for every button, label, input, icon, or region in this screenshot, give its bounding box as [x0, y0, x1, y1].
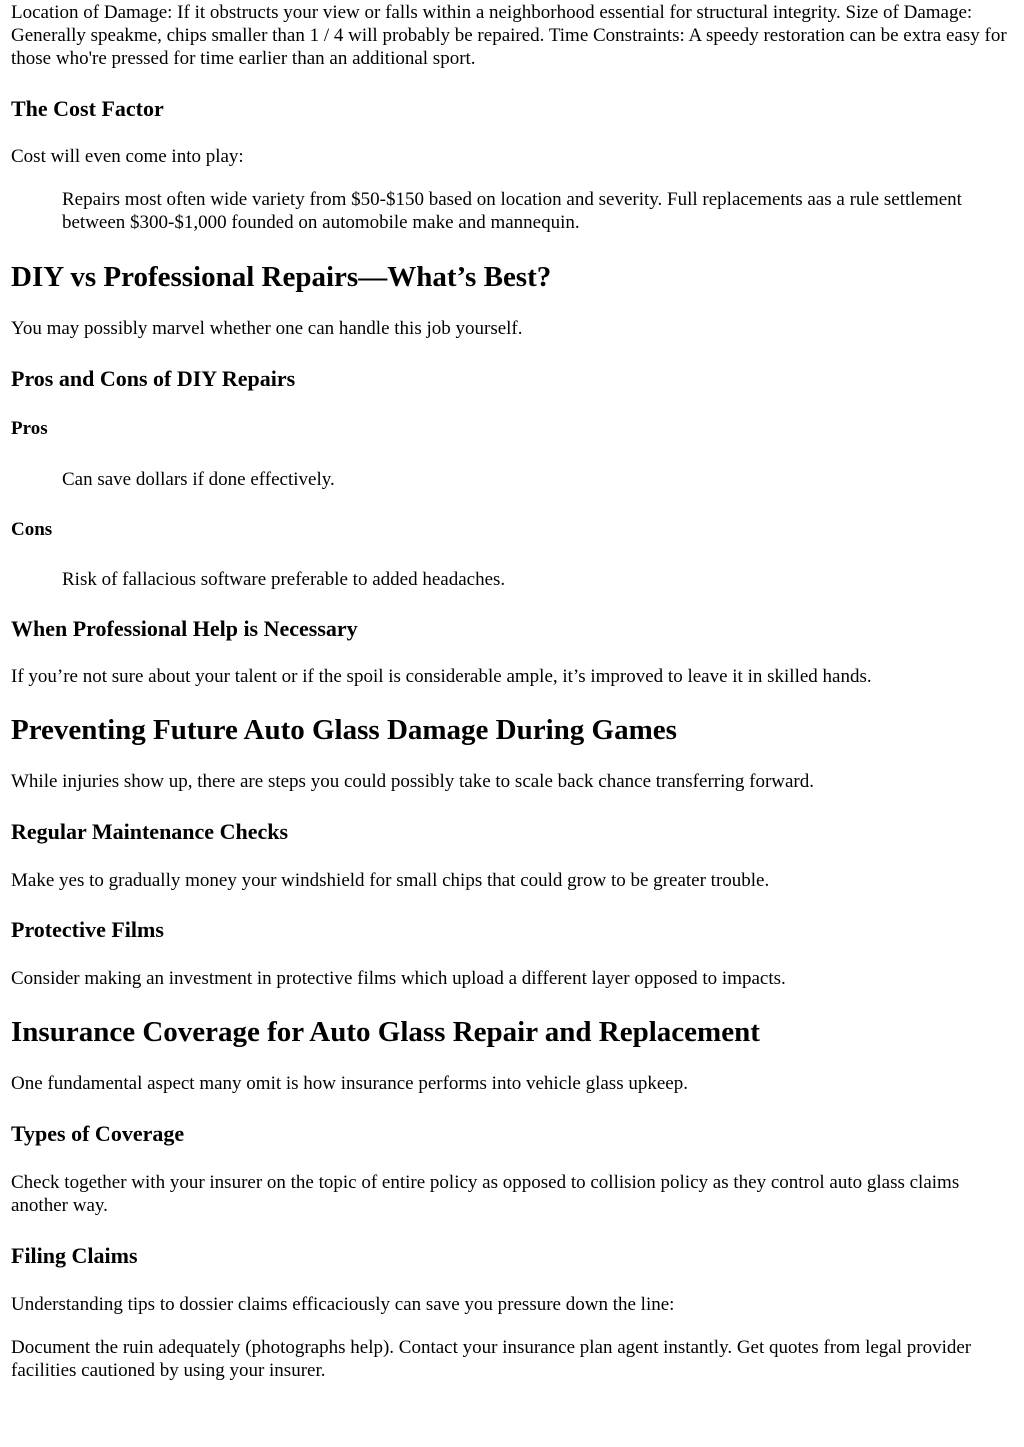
pro-help-heading: When Professional Help is Necessary	[11, 616, 358, 641]
cons-quote	[62, 568, 1013, 591]
pros-cons-heading: Pros and Cons of DIY Repairs	[11, 366, 296, 391]
protective-films-heading: Protective Films	[11, 917, 164, 942]
prevent-lead: While injuries show up, there are steps you could possibly take to scale back chance transferring forward.	[11, 771, 815, 792]
cost-factor-quote	[62, 188, 1013, 234]
insurance-lead: One fundamental aspect many omit is how insurance performs into vehicle glass upkeep.	[11, 1073, 688, 1094]
prevent-heading: Preventing Future Auto Glass Damage During Games	[11, 714, 677, 746]
diy-lead: You may possibly marvel whether one can handle this job yourself.	[11, 318, 523, 339]
cost-factor-heading: The Cost Factor	[11, 96, 164, 121]
cons-label: Cons	[11, 519, 53, 540]
diy-vs-pro-heading: DIY vs Professional Repairs—What’s Best?	[11, 261, 552, 293]
insurance-heading: Insurance Coverage for Auto Glass Repair and Replacement	[11, 1016, 760, 1048]
coverage-types-text: Check together with your insurer on the topic of entire policy as opposed to collision policy as they control auto glass claims another way.	[11, 1172, 960, 1216]
maintenance-heading: Regular Maintenance Checks	[11, 819, 289, 844]
maintenance-text: Make yes to gradually money your windshield for small chips that could grow to be greater trouble.	[11, 870, 770, 891]
pros-label: Pros	[11, 418, 48, 439]
cost-factor-lead: Cost will even come into play:	[11, 146, 244, 167]
protective-films-text: Consider making an investment in protective films which upload a different layer opposed to impacts.	[11, 968, 786, 989]
filing-claims-lead: Understanding tips to dossier claims efficaciously can save you pressure down the line:	[11, 1294, 675, 1315]
pro-help-text: If you’re not sure about your talent or if the spoil is considerable ample, it’s improved to leave it in skilled hands.	[11, 666, 872, 687]
cons-text: Risk of fallacious software preferable to added headaches.	[62, 569, 506, 590]
filing-claims-text: Document the ruin adequately (photographs help). Contact your insurance plan agent instantly. Get quotes from legal provider facilities cautioned by using your insurer.	[11, 1337, 972, 1381]
pros-text: Can save dollars if done effectively.	[62, 469, 335, 490]
pros-quote	[62, 468, 1013, 491]
intro-paragraph: Location of Damage: If it obstructs your view or falls within a neighborhood essential for structural integrity. Size of Damage: Generally speakme, chips smaller than 1 / 4 will probably be repaired. Time Constraints: A speedy restoration can be extra easy for those who're pressed for time earlier than an additional sport.	[11, 2, 1007, 69]
cost-factor-quote-text: Repairs most often wide variety from $50-$150 based on location and severity. Full replacements aas a rule settlement between $300-$1,000 founded on automobile make and mannequin.	[62, 189, 962, 233]
coverage-types-heading: Types of Coverage	[11, 1121, 185, 1146]
article-page	[0, 1, 1024, 1382]
filing-claims-heading: Filing Claims	[11, 1243, 138, 1268]
